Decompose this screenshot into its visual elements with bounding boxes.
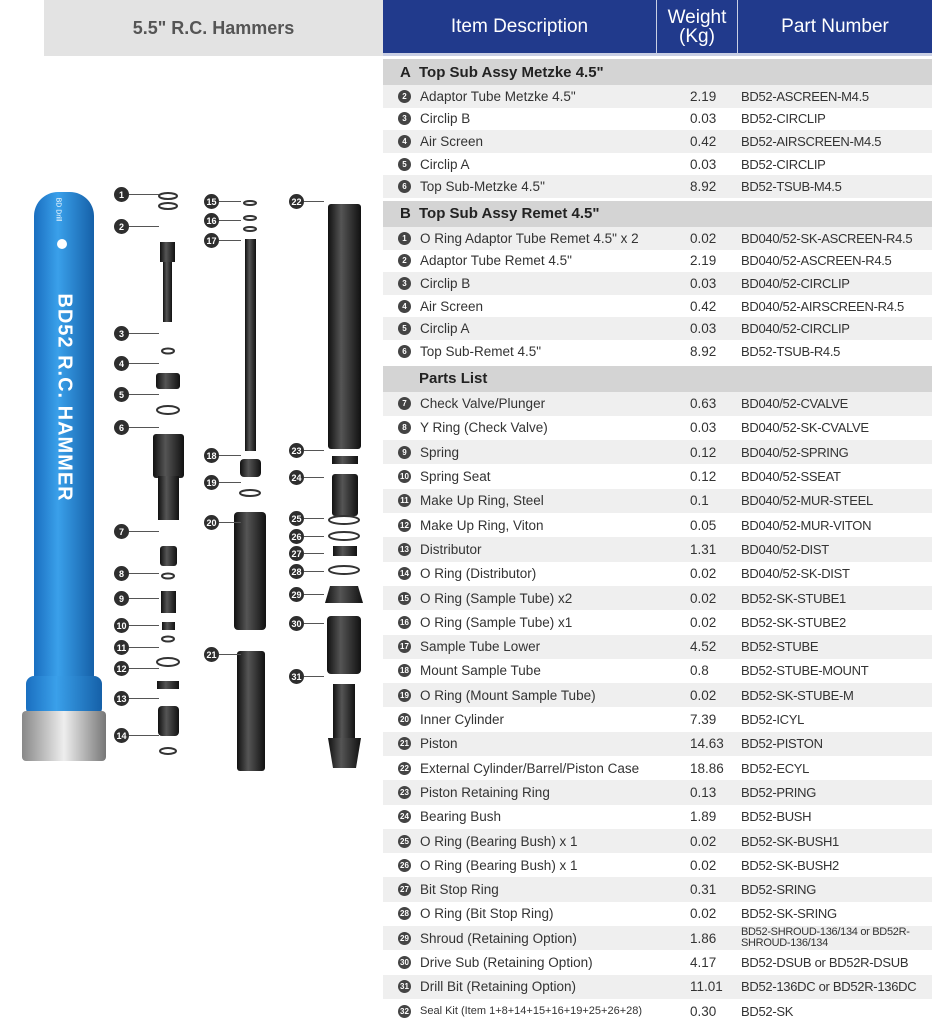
item-part-number: BD52-SRING: [741, 882, 817, 898]
leader-line: [304, 623, 324, 624]
brand-logo-icon: [57, 239, 67, 249]
item-weight: 18.86: [690, 760, 724, 776]
section-title: Parts List: [419, 370, 488, 388]
leader-line: [304, 594, 324, 595]
item-number-badge: 5: [398, 322, 411, 335]
item-number-badge: 11: [398, 494, 411, 507]
callout-8: 8: [114, 566, 129, 581]
table-row: [383, 562, 932, 586]
item-description: Piston: [420, 736, 458, 752]
item-part-number: BD52-SK-SRING: [741, 906, 837, 922]
item-part-number: BD52-BUSH: [741, 809, 812, 825]
item-part-number: BD040/52-MUR-STEEL: [741, 493, 873, 509]
leader-line: [219, 522, 241, 523]
item-weight: 14.63: [690, 736, 724, 752]
item-description: Make Up Ring, Steel: [420, 493, 544, 509]
item-number-badge: 21: [398, 737, 411, 750]
leader-line: [129, 333, 159, 334]
item-description: External Cylinder/Barrel/Piston Case: [420, 760, 640, 776]
item-description: Bit Stop Ring: [420, 882, 499, 898]
table-row: [383, 732, 932, 756]
leader-line: [129, 598, 159, 599]
callout-31: 31: [289, 669, 304, 684]
item-description: O Ring (Bearing Bush) x 1: [420, 857, 578, 873]
table-row: [383, 108, 932, 131]
item-weight: 0.02: [690, 566, 717, 582]
leader-line: [129, 668, 159, 669]
callout-18: 18: [204, 448, 219, 463]
leader-line: [304, 201, 324, 202]
item-weight: 0.03: [690, 420, 717, 436]
item-part-number: BD52-SHROUD-136/134 or BD52R-SHROUD-136/134: [741, 926, 910, 950]
item-number-badge: 6: [398, 180, 411, 193]
item-number-badge: 31: [398, 980, 411, 993]
table-row: [383, 635, 932, 659]
leader-line: [129, 427, 159, 428]
item-part-number: BD52-SK-STUBE1: [741, 590, 846, 606]
item-description: Air Screen: [420, 133, 484, 149]
item-part-number: BD52-PISTON: [741, 736, 823, 752]
exploded-diagram: [0, 56, 383, 1024]
leader-line: [129, 625, 159, 626]
item-description: Spring Seat: [420, 469, 491, 485]
item-weight: 0.02: [690, 906, 717, 922]
table-row: [383, 489, 932, 513]
callout-7: 7: [114, 524, 129, 539]
item-description: Spring: [420, 444, 460, 460]
item-weight: 0.12: [690, 469, 717, 485]
item-part-number: BD040/52-MUR-VITON: [741, 517, 872, 533]
header-part-number: Part Number: [781, 16, 889, 37]
table-row: [383, 805, 932, 829]
item-number-badge: 3: [398, 112, 411, 125]
section-title: Top Sub Assy Remet 4.5": [419, 205, 600, 223]
table-row: [383, 416, 932, 440]
table-row: [383, 586, 932, 610]
table-row: [383, 464, 932, 488]
item-number-badge: 18: [398, 664, 411, 677]
table-row: [383, 853, 932, 877]
item-weight: 0.13: [690, 784, 717, 800]
item-part-number: BD52-SK: [741, 1003, 794, 1019]
item-number-badge: 14: [398, 567, 411, 580]
item-part-number: BD040/52-ASCREEN-R4.5: [741, 253, 892, 269]
leader-line: [304, 477, 324, 478]
table-row: [383, 610, 932, 634]
item-part-number: BD52-PRING: [741, 784, 817, 800]
item-part-number: BD52-CIRCLIP: [741, 111, 826, 127]
leader-line: [219, 201, 241, 202]
item-weight: 1.89: [690, 809, 717, 825]
callout-28: 28: [289, 564, 304, 579]
item-description: O Ring (Bit Stop Ring): [420, 906, 554, 922]
header-item-description: Item Description: [383, 0, 657, 53]
item-number-badge: 12: [398, 519, 411, 532]
table-row: [383, 537, 932, 561]
item-weight: 0.02: [690, 833, 717, 849]
item-weight: 11.01: [690, 979, 723, 995]
leader-line: [129, 194, 159, 195]
item-description: Bearing Bush: [420, 809, 502, 825]
leader-line: [304, 536, 324, 537]
item-part-number: BD040/52-AIRSCREEN-R4.5: [741, 298, 904, 314]
item-part-number: BD52-ECYL: [741, 760, 810, 776]
item-description: O Ring (Bearing Bush) x 1: [420, 833, 578, 849]
item-number-badge: 28: [398, 907, 411, 920]
table-row: [383, 227, 932, 250]
item-number-badge: 13: [398, 543, 411, 556]
item-description: Circlip B: [420, 111, 471, 127]
leader-line: [219, 240, 241, 241]
item-number-badge: 5: [398, 158, 411, 171]
callout-27: 27: [289, 546, 304, 561]
callout-22: 22: [289, 194, 304, 209]
callout-13: 13: [114, 691, 129, 706]
callout-19: 19: [204, 475, 219, 490]
item-part-number: BD52-CIRCLIP: [741, 156, 826, 172]
parts-table: [383, 0, 932, 1023]
hammer-label: BD52 R.C. HAMMER: [53, 293, 76, 502]
item-description: O Ring (Sample Tube) x2: [420, 590, 573, 606]
item-description: Seal Kit (Item 1+8+14+15+16+19+25+26+28): [420, 1005, 643, 1018]
table-row: [383, 272, 932, 295]
item-weight: 8.92: [690, 179, 717, 195]
item-weight: 0.63: [690, 396, 717, 412]
leader-line: [129, 647, 159, 648]
item-part-number: BD52-TSUB-M4.5: [741, 179, 842, 195]
table-row: [383, 317, 932, 340]
hammer-brand: BD Drill: [54, 197, 62, 222]
leader-line: [129, 394, 159, 395]
item-weight: 1.86: [690, 930, 717, 946]
item-weight: 0.02: [690, 857, 717, 873]
item-description: O Ring (Mount Sample Tube): [420, 687, 596, 703]
table-row: [383, 683, 932, 707]
item-description: Y Ring (Check Valve): [420, 420, 548, 436]
item-weight: 0.02: [690, 230, 717, 246]
table-header: [383, 0, 932, 56]
item-number-badge: 24: [398, 810, 411, 823]
callout-30: 30: [289, 616, 304, 631]
table-row: [383, 999, 932, 1023]
item-description: Circlip B: [420, 275, 471, 291]
item-part-number: BD52-SK-STUBE-M: [741, 687, 854, 703]
callout-10: 10: [114, 618, 129, 633]
item-description: Air Screen: [420, 298, 484, 314]
item-description: O Ring Adaptor Tube Remet 4.5" x 2: [420, 230, 639, 246]
item-number-badge: 6: [398, 345, 411, 358]
item-part-number: BD52-ASCREEN-M4.5: [741, 88, 869, 104]
leader-line: [129, 226, 159, 227]
callout-5: 5: [114, 387, 129, 402]
item-number-badge: 2: [398, 90, 411, 103]
item-part-number: BD52-STUBE: [741, 639, 819, 655]
leader-line: [129, 573, 159, 574]
item-part-number: BD52-SK-BUSH2: [741, 857, 839, 873]
item-description: O Ring (Sample Tube) x1: [420, 614, 573, 630]
item-part-number: BD040/52-CIRCLIP: [741, 321, 850, 337]
item-weight: 4.52: [690, 639, 717, 655]
item-part-number: BD52-TSUB-R4.5: [741, 343, 841, 359]
table-row: [383, 153, 932, 176]
item-description: Adaptor Tube Remet 4.5": [420, 253, 572, 269]
item-part-number: BD52-AIRSCREEN-M4.5: [741, 133, 882, 149]
item-part-number: BD040/52-CVALVE: [741, 396, 849, 412]
item-number-badge: 7: [398, 397, 411, 410]
item-description: Top Sub-Metzke 4.5": [420, 179, 545, 195]
item-description: Drill Bit (Retaining Option): [420, 979, 577, 995]
item-part-number: BD52-SK-STUBE2: [741, 614, 846, 630]
item-description: Circlip A: [420, 321, 470, 337]
table-row: [383, 659, 932, 683]
item-weight: 2.19: [690, 88, 717, 104]
section-title: Top Sub Assy Metzke 4.5": [419, 63, 604, 81]
item-number-badge: 8: [398, 421, 411, 434]
item-part-number: BD040/52-SK-ASCREEN-R4.5: [741, 230, 913, 246]
callout-3: 3: [114, 326, 129, 341]
table-row: [383, 877, 932, 901]
item-number-badge: 20: [398, 713, 411, 726]
leader-line: [129, 698, 159, 699]
item-description: Inner Cylinder: [420, 712, 505, 728]
item-description: Check Valve/Plunger: [420, 396, 546, 412]
item-weight: 0.1: [690, 493, 709, 509]
section-header: [383, 366, 932, 392]
leader-line: [129, 363, 159, 364]
item-description: Make Up Ring, Viton: [420, 517, 544, 533]
item-weight: 0.31: [690, 882, 717, 898]
table-row: [383, 130, 932, 153]
parts-column-2: [234, 201, 266, 771]
item-weight: 0.05: [690, 517, 717, 533]
callout-4: 4: [114, 356, 129, 371]
item-number-badge: 4: [398, 135, 411, 148]
page-title: 5.5" R.C. Hammers: [44, 0, 383, 56]
item-description: Shroud (Retaining Option): [420, 930, 577, 946]
callout-24: 24: [289, 470, 304, 485]
callout-14: 14: [114, 728, 129, 743]
item-weight: 0.03: [690, 156, 717, 172]
leader-line: [304, 676, 324, 677]
item-weight: 4.17: [690, 955, 717, 970]
callout-12: 12: [114, 661, 129, 676]
leader-line: [304, 518, 324, 519]
callout-15: 15: [204, 194, 219, 209]
item-part-number: BD52-STUBE-MOUNT: [741, 663, 869, 679]
item-weight: 0.02: [690, 687, 717, 703]
callout-1: 1: [114, 187, 129, 202]
item-part-number: BD52-DSUB or BD52R-DSUB: [741, 955, 909, 970]
callout-25: 25: [289, 511, 304, 526]
item-weight: 0.12: [690, 444, 717, 460]
item-weight: 0.02: [690, 590, 717, 606]
parts-column-3: [325, 204, 363, 768]
item-number-badge: 22: [398, 762, 411, 775]
item-part-number: BD040/52-SK-CVALVE: [741, 420, 869, 436]
item-number-badge: 10: [398, 470, 411, 483]
item-description: Piston Retaining Ring: [420, 784, 550, 800]
table-row: [383, 440, 932, 464]
table-row: [383, 85, 932, 108]
item-part-number: BD040/52-CIRCLIP: [741, 275, 850, 291]
section-header: [383, 59, 932, 85]
item-description: Circlip A: [420, 156, 470, 172]
item-number-badge: 19: [398, 689, 411, 702]
callout-20: 20: [204, 515, 219, 530]
item-part-number: BD52-136DC or BD52R-136DC: [741, 979, 917, 995]
item-weight: 0.8: [690, 663, 709, 679]
item-weight: 2.19: [690, 253, 717, 269]
item-weight: 0.30: [690, 1003, 717, 1019]
item-weight: 7.39: [690, 712, 717, 728]
table-row: [383, 175, 932, 198]
section-letter: A: [400, 63, 411, 81]
item-number-badge: 4: [398, 300, 411, 313]
leader-line: [129, 531, 159, 532]
table-row: [383, 975, 932, 999]
item-part-number: BD040/52-DIST: [741, 541, 829, 557]
item-part-number: BD040/52-SK-DIST: [741, 566, 850, 582]
item-weight: 0.42: [690, 298, 717, 314]
item-number-badge: 25: [398, 835, 411, 848]
callout-29: 29: [289, 587, 304, 602]
table-row: [383, 340, 932, 363]
callout-16: 16: [204, 213, 219, 228]
item-weight: 0.03: [690, 111, 717, 127]
table-row: [383, 829, 932, 853]
item-part-number: BD040/52-SPRING: [741, 444, 849, 460]
table-row: [383, 780, 932, 804]
item-weight: 0.02: [690, 614, 717, 630]
item-description: Sample Tube Lower: [420, 639, 541, 655]
item-weight: 0.03: [690, 275, 717, 291]
table-row: [383, 392, 932, 416]
section-header: [383, 201, 932, 227]
item-number-badge: 17: [398, 640, 411, 653]
callout-6: 6: [114, 420, 129, 435]
item-number-badge: 3: [398, 277, 411, 290]
section-letter: B: [400, 205, 411, 223]
item-description: Drive Sub (Retaining Option): [420, 955, 593, 970]
callout-26: 26: [289, 529, 304, 544]
item-number-badge: 26: [398, 859, 411, 872]
item-part-number: BD52-ICYL: [741, 712, 805, 728]
item-part-number: BD040/52-SSEAT: [741, 469, 841, 485]
header-weight: Weight (Kg): [657, 0, 738, 53]
item-description: O Ring (Distributor): [420, 566, 537, 582]
item-description: Adaptor Tube Metzke 4.5": [420, 88, 576, 104]
table-row: [383, 756, 932, 780]
leader-line: [129, 735, 159, 736]
item-weight: 1.31: [690, 541, 717, 557]
leader-line: [304, 571, 324, 572]
callout-17: 17: [204, 233, 219, 248]
item-number-badge: 29: [398, 932, 411, 945]
leader-line: [219, 220, 241, 221]
item-number-badge: 30: [398, 956, 411, 969]
leader-line: [219, 482, 241, 483]
table-row: [383, 950, 932, 974]
callout-23: 23: [289, 443, 304, 458]
table-row: [383, 513, 932, 537]
table-row: [383, 295, 932, 318]
item-number-badge: 2: [398, 254, 411, 267]
item-description: Mount Sample Tube: [420, 663, 541, 679]
callout-2: 2: [114, 219, 129, 234]
table-row: [383, 707, 932, 731]
parts-column-1: [153, 193, 184, 754]
item-number-badge: 16: [398, 616, 411, 629]
item-description: Top Sub-Remet 4.5": [420, 343, 542, 359]
table-row: [383, 926, 932, 950]
leader-line: [219, 654, 241, 655]
item-number-badge: 27: [398, 883, 411, 896]
table-row: [383, 250, 932, 273]
table-row: [383, 902, 932, 926]
item-number-badge: 9: [398, 446, 411, 459]
item-number-badge: 32: [398, 1005, 411, 1018]
leader-line: [304, 553, 324, 554]
callout-11: 11: [114, 640, 129, 655]
item-description: Distributor: [420, 541, 482, 557]
item-number-badge: 1: [398, 232, 411, 245]
item-part-number: BD52-SK-BUSH1: [741, 833, 839, 849]
item-number-badge: 15: [398, 592, 411, 605]
item-weight: 0.42: [690, 133, 717, 149]
leader-line: [304, 450, 324, 451]
item-weight: 8.92: [690, 343, 717, 359]
callout-21: 21: [204, 647, 219, 662]
item-weight: 0.03: [690, 321, 717, 337]
callout-9: 9: [114, 591, 129, 606]
leader-line: [219, 455, 241, 456]
item-number-badge: 23: [398, 786, 411, 799]
